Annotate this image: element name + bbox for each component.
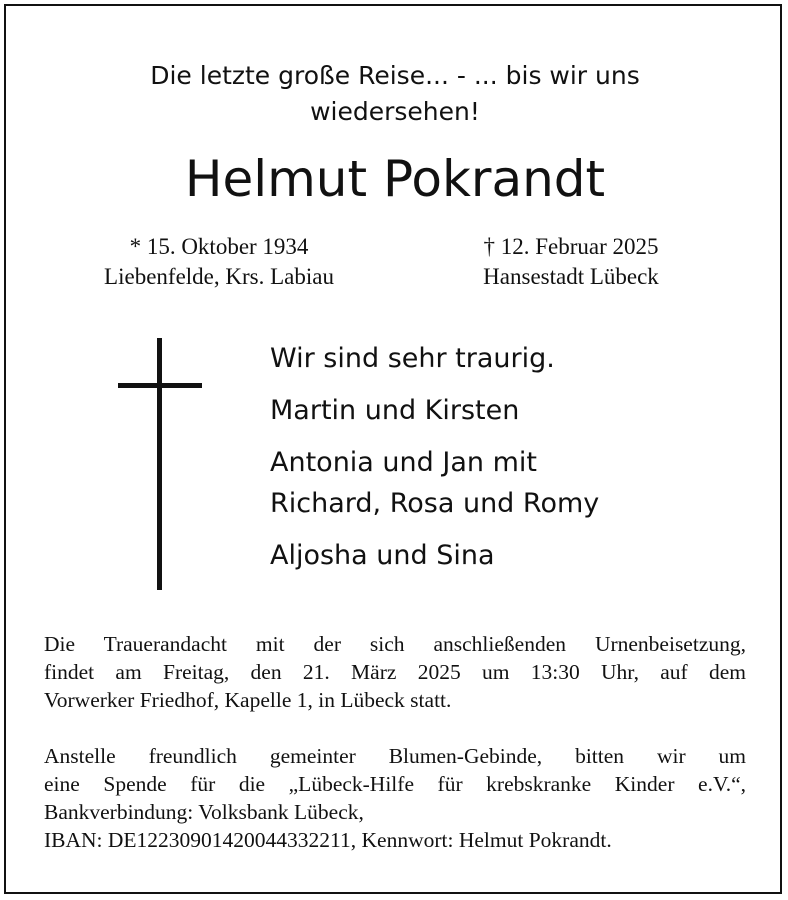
death-place: Hansestadt Lübeck [483, 264, 659, 289]
service-line: findet am Freitag, den 21. März 2025 um 13:30 Uhr, auf dem [44, 660, 746, 684]
mourner-line: Martin und Kirsten [270, 395, 520, 426]
service-paragraph [44, 630, 746, 714]
mourner-line: Wir sind sehr traurig. [270, 343, 555, 374]
mourner-line: Aljosha und Sina [270, 540, 495, 571]
death-info [446, 232, 696, 292]
cross-horizontal-beam [118, 383, 202, 388]
donation-line: eine Spende für die „Lübeck-Hilfe für krebskranke Kinder e.V.“, [44, 772, 746, 796]
donation-paragraph [44, 742, 746, 854]
mourner-line: Richard, Rosa und Romy [270, 488, 600, 519]
birth-date: * 15. Oktober 1934 [129, 234, 309, 259]
service-line: Vorwerker Friedhof, Kapelle 1, in Lübeck statt. [44, 688, 452, 712]
cross-vertical-beam [157, 338, 162, 590]
birth-info [64, 232, 374, 292]
mourner-line: Antonia und Jan mit [270, 447, 537, 478]
motto-line-2: wiedersehen! [310, 97, 480, 126]
deceased-name: Helmut Pokrandt [184, 150, 606, 208]
mourners-list [270, 338, 750, 576]
donation-line: Bankverbindung: Volksbank Lübeck, [44, 800, 364, 824]
donation-line: Anstelle freundlich gemeinter Blumen-Gebinde, bitten wir um [44, 744, 746, 768]
motto [6, 58, 784, 130]
motto-line-1: Die letzte große Reise... - ... bis wir uns [150, 61, 640, 90]
service-line: Die Trauerandacht mit der sich anschließenden Urnenbeisetzung, [44, 632, 746, 656]
birth-place: Liebenfelde, Krs. Labiau [104, 264, 334, 289]
death-date: † 12. Februar 2025 [483, 234, 659, 259]
obituary-notice [4, 4, 782, 894]
donation-line: IBAN: DE12230901420044332211, Kennwort: Helmut Pokrandt. [44, 828, 612, 852]
